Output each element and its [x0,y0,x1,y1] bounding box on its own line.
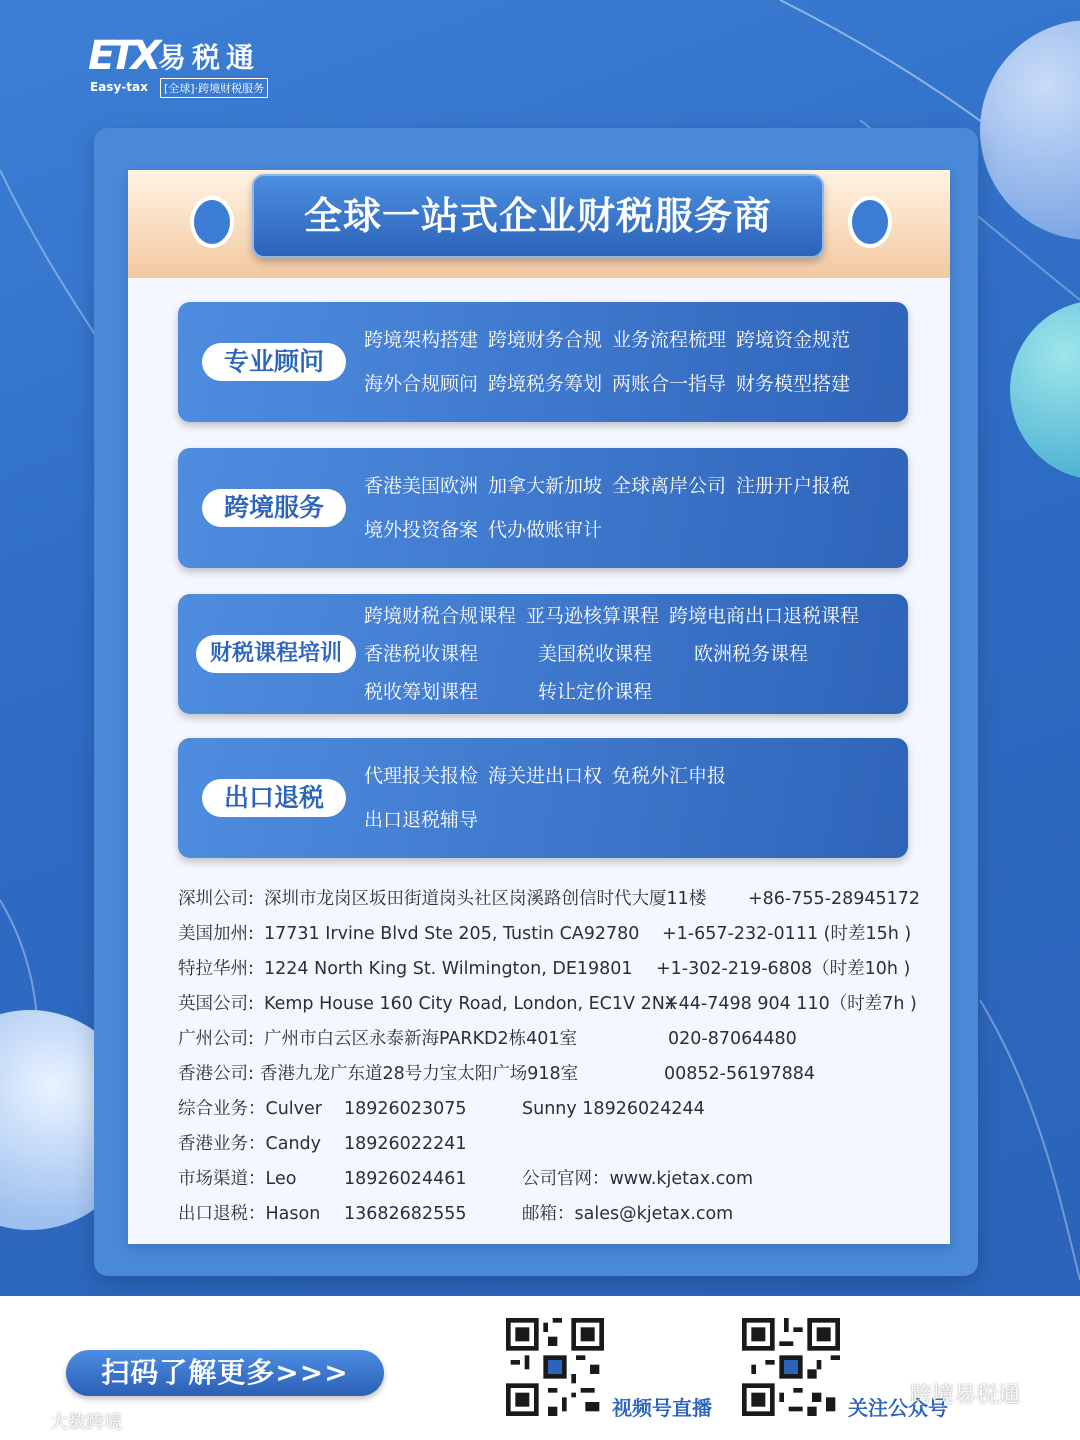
service-items [364,754,736,842]
service-item: 注册开户报税 [736,475,851,497]
service-row [364,798,736,842]
service-row [364,464,860,508]
logo-en-name: Easy-tax [90,80,148,94]
person-phone: 18926024461 [344,1169,467,1189]
service-row [364,508,860,552]
person-row [178,1127,918,1162]
service-item: 全球离岸公司 [612,475,727,497]
service-card-crossborder [178,448,908,568]
service-items [364,464,860,552]
service-item: 跨境财务合规 [488,329,603,351]
office-row [178,952,918,987]
office-label: 英国公司: [178,994,254,1014]
service-item: 财务模型搭建 [736,373,851,395]
office-phone: 020-87064480 [668,1029,797,1049]
service-row [364,673,869,711]
service-item: 跨境税务筹划 [488,373,603,395]
service-label: 财税课程培训 [196,635,356,673]
service-item: 香港美国欧洲 [364,475,479,497]
service-item: 转让定价课程 [538,681,653,703]
office-address: 广州市白云区永泰新海PARKD2栋401室 [264,1029,578,1049]
page-title: 全球一站式企业财税服务商 [303,194,772,238]
service-card-consulting [178,302,908,422]
office-address: 1224 North King St. Wilmington, DE19801 [264,959,633,979]
service-item: 境外投资备案 [364,519,479,541]
service-items [364,318,860,406]
service-label: 出口退税 [202,779,346,817]
qr-video-label: 视频号直播 [612,1396,712,1420]
office-phone: +1-657-232-0111 (时差15h ) [662,924,912,944]
watermark-right: 跨境易税通 [910,1383,1021,1408]
office-phone: +44-7498 904 110（时差7h ) [664,994,917,1014]
service-label: 专业顾问 [202,343,346,381]
info-sheet [128,170,950,1244]
office-label: 特拉华州: [178,959,254,979]
service-item: 代理报关报检 [364,765,479,787]
qr-code-official-account-icon[interactable] [742,1318,840,1416]
service-label: 跨境服务 [202,489,346,527]
service-item: 代办做账审计 [488,519,603,541]
service-item: 跨境资金规范 [736,329,851,351]
person-phone: 18926023075 [344,1099,467,1119]
person-label: 香港业务：Candy [178,1134,321,1154]
person-row [178,1162,918,1197]
office-label: 广州公司: [178,1029,254,1049]
logo-cn-name: 易税通 [158,41,261,74]
binder-hole-right [848,196,892,248]
office-address: 17731 Irvine Blvd Ste 205, Tustin CA92780 [264,924,640,944]
office-label: 深圳公司: [178,889,254,909]
service-item: 海外合规顾问 [364,373,479,395]
person-label: 出口退税：Hason [178,1204,321,1224]
service-item: 香港税收课程 [364,643,479,665]
service-item: 两账合一指导 [612,373,727,395]
service-item: 亚马逊核算课程 [526,605,660,627]
service-item: 欧洲税务课程 [694,643,809,665]
binder-hole-left [190,196,234,248]
person-extra: Sunny 18926024244 [522,1099,705,1119]
service-item: 海关进出口权 [488,765,603,787]
service-item: 加拿大新加坡 [488,475,603,497]
logo-mark-icon: ETX [88,33,156,79]
person-phone: 13682682555 [344,1204,467,1224]
office-address: 香港九龙广东道28号力宝太阳广场918室 [260,1064,579,1084]
email-link[interactable]: 邮箱：sales@kjetax.com [522,1204,734,1224]
scan-more-button[interactable]: 扫码了解更多>>> [66,1350,384,1396]
brand-logo [88,32,298,98]
service-card-export-rebate [178,738,908,858]
website-link[interactable]: 公司官网：www.kjetax.com [522,1169,754,1189]
service-row [364,635,869,673]
service-row [364,318,860,362]
service-item: 美国税收课程 [538,643,653,665]
person-label: 市场渠道：Leo [178,1169,297,1189]
service-row [364,754,736,798]
service-item: 免税外汇申报 [612,765,727,787]
service-item: 出口退税辅导 [364,809,479,831]
service-item: 跨境电商出口退税课程 [669,605,860,627]
contact-list [178,882,921,1232]
service-item: 跨境架构搭建 [364,329,479,351]
office-row [178,1022,918,1057]
logo-tagline: [全球]·跨境财税服务 [160,78,268,98]
person-phone: 18926022241 [344,1134,467,1154]
office-row [178,987,918,1022]
qr-official-account-label: 关注公众号 [848,1396,948,1420]
office-address: 深圳市龙岗区坂田街道岗头社区岗溪路创信时代大厦11楼 [264,889,707,909]
office-phone: +1-302-219-6808（时差10h ) [656,959,911,979]
service-card-training [178,594,908,714]
service-row [364,362,860,406]
qr-code-video-icon[interactable] [506,1318,604,1416]
office-row [178,917,918,952]
service-item: 跨境财税合规课程 [364,605,517,627]
title-banner [252,174,824,258]
service-row [364,597,869,635]
office-phone: +86-755-28945172 [748,889,921,909]
sheet-header [128,170,950,278]
service-item: 业务流程梳理 [612,329,727,351]
office-label: 香港公司: [178,1064,254,1084]
office-row [178,1057,918,1092]
person-label: 综合业务：Culver [178,1099,322,1119]
service-items [364,597,869,711]
service-item: 税收筹划课程 [364,681,479,703]
office-address: Kemp House 160 City Road, London, EC1V 2NX [264,994,677,1014]
person-row [178,1197,918,1232]
bottom-bar [0,1296,1080,1440]
watermark-left: 大数跨境 [50,1412,122,1433]
office-row [178,882,921,917]
person-row [178,1092,918,1127]
office-phone: 00852-56197884 [664,1064,816,1084]
office-label: 美国加州: [178,924,254,944]
